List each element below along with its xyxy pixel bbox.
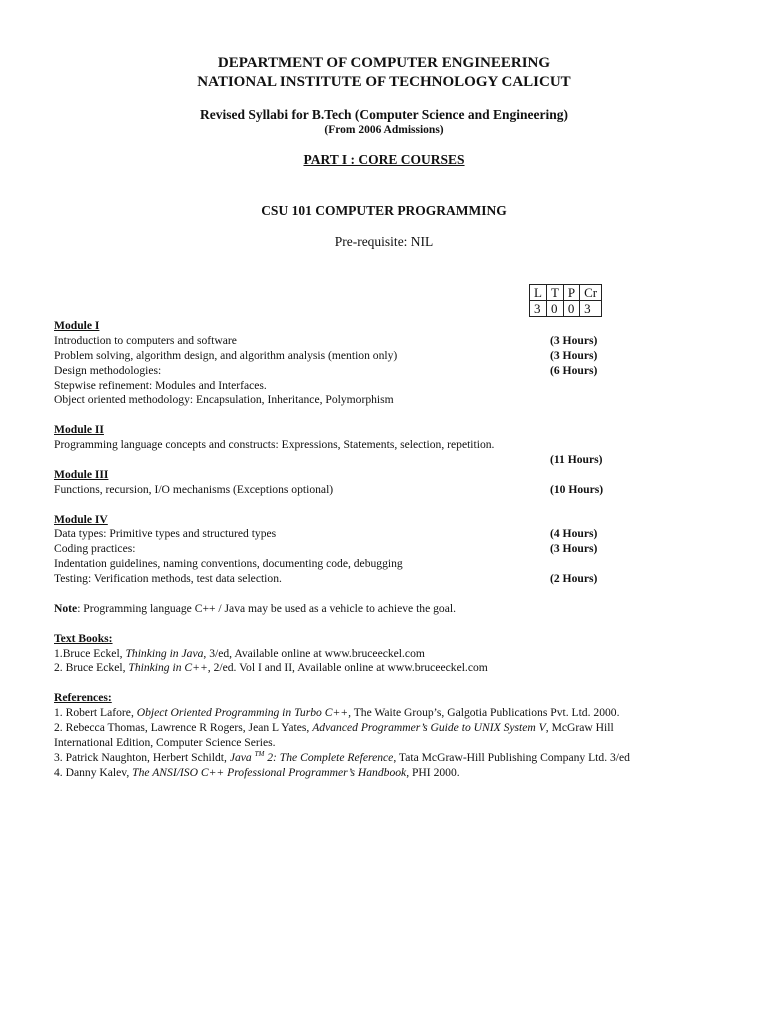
- ltp-header-cell: T: [546, 285, 563, 301]
- module-4-topic: [54, 542, 734, 557]
- module-4-topic: [54, 572, 734, 587]
- ltp-header-cell: Cr: [580, 285, 602, 301]
- topic-text: Functions, recursion, I/O mechanisms (Exceptions optional): [54, 482, 334, 496]
- reference-details: International Edition, Computer Science Series.: [54, 735, 276, 749]
- topic-text: Stepwise refinement: Modules and Interfaces.: [54, 378, 267, 392]
- topic-text: Object oriented methodology: Encapsulation, Inheritance, Polymorphism: [54, 393, 394, 407]
- textbook-details: 2/ed. Vol I and II, Available online at www.bruceeckel.com: [210, 661, 488, 675]
- reference-details: The Waite Group’s, Galgotia Publications Pvt. Ltd. 2000.: [351, 706, 620, 720]
- reference-title: 2: The Complete Reference: [264, 750, 394, 764]
- topic-hours: (10 Hours): [550, 482, 604, 496]
- reference-author: 4. Danny Kalev,: [54, 765, 133, 779]
- module-1-topic: [54, 379, 734, 394]
- module-1-topic: [54, 349, 734, 364]
- institute-heading: NATIONAL INSTITUTE OF TECHNOLOGY CALICUT: [197, 74, 571, 90]
- note-paragraph: [54, 602, 734, 617]
- topic-hours: (3 Hours): [550, 348, 598, 362]
- course-title: CSU 101 COMPUTER PROGRAMMING: [261, 203, 507, 218]
- ltp-header-cell: L: [530, 285, 547, 301]
- ltp-header-row: [530, 285, 602, 301]
- reference-title: Advanced Programmer’s Guide to UNIX System V: [312, 721, 546, 735]
- reference-author: 1. Robert Lafore,: [54, 706, 137, 720]
- revised-syllabi-heading: Revised Syllabi for B.Tech (Computer Science and Engineering): [199, 107, 568, 122]
- note-text: : Programming language C++ / Java may be used as a vehicle to achieve the goal.: [77, 601, 456, 615]
- ltp-credit-table: [529, 284, 602, 317]
- trademark-mark: TM: [254, 749, 265, 758]
- topic-text: Testing: Verification methods, test data selection.: [54, 572, 282, 586]
- module-1-title: Module I: [54, 319, 100, 332]
- topic-hours: (4 Hours): [550, 527, 598, 541]
- topic-text: Programming language concepts and constructs: Expressions, Statements, selection, repetition.: [54, 438, 495, 452]
- ltp-header-cell: P: [563, 285, 579, 301]
- topic-hours: (3 Hours): [550, 542, 598, 556]
- topic-text: Design methodologies:: [54, 363, 162, 377]
- topic-text: Coding practices:: [54, 542, 136, 556]
- reference-details: , Tata McGraw-Hill Publishing Company Ltd. 3/ed: [393, 750, 630, 764]
- textbook-details: , 3/ed, Available online at www.bruceeckel.com: [203, 646, 425, 660]
- topic-hours: (3 Hours): [550, 333, 598, 347]
- reference-title: The ANSI/ISO C++ Professional Programmer’s Handbook: [132, 765, 407, 779]
- module-1-topic: [54, 393, 734, 408]
- textbook-author: 2. Bruce Eckel,: [54, 661, 129, 675]
- module-1-topic: [54, 364, 734, 379]
- ltp-value-cell: 3: [530, 301, 547, 317]
- reference-author: 3. Patrick Naughton, Herbert Schildt,: [54, 750, 230, 764]
- syllabus-body: [54, 319, 734, 781]
- topic-text: Data types: Primitive types and structured types: [54, 527, 277, 541]
- textbook-item: [54, 647, 734, 662]
- module-2-topic: [54, 453, 734, 468]
- reference-item: [54, 721, 734, 736]
- reference-item: [54, 766, 734, 781]
- textbook-author: 1.Bruce Eckel,: [54, 646, 126, 660]
- topic-hours: (11 Hours): [550, 453, 603, 467]
- module-4-title: Module IV: [54, 512, 108, 526]
- textbook-title: Thinking in C++,: [128, 661, 211, 675]
- module-3-topic: [54, 483, 734, 498]
- reference-item: [54, 751, 734, 766]
- admissions-subheading: (From 2006 Admissions): [324, 124, 444, 136]
- ltp-value-cell: 3: [580, 301, 602, 317]
- department-heading: DEPARTMENT OF COMPUTER ENGINEERING: [217, 55, 551, 71]
- module-3-title: Module III: [54, 467, 109, 481]
- reference-details: , McGraw Hill: [545, 721, 614, 735]
- topic-text: Indentation guidelines, naming conventions, documenting code, debugging: [54, 557, 403, 571]
- reference-item-continued: [54, 736, 734, 751]
- textbook-item: [54, 661, 734, 676]
- ltp-value-cell: 0: [546, 301, 563, 317]
- textbook-title: Thinking in Java: [125, 646, 204, 660]
- ltp-value-cell: 0: [563, 301, 579, 317]
- ltp-value-row: [530, 301, 602, 317]
- references-title: References:: [54, 691, 112, 705]
- textbooks-title: Text Books:: [54, 631, 113, 645]
- note-label: Note: [54, 601, 78, 615]
- topic-hours: (6 Hours): [550, 363, 598, 377]
- module-2-topic: [54, 438, 734, 453]
- module-2-title: Module II: [54, 423, 104, 437]
- topic-hours: (2 Hours): [550, 572, 598, 586]
- reference-title: Object Oriented Programming in Turbo C++,: [136, 706, 351, 720]
- part-heading-text: PART I : CORE COURSES: [303, 152, 465, 167]
- topic-text: Problem solving, algorithm design, and algorithm analysis (mention only): [54, 348, 398, 362]
- reference-title: Java: [229, 750, 255, 764]
- module-1-topic: [54, 334, 734, 349]
- topic-text: Introduction to computers and software: [54, 333, 237, 347]
- module-4-topic: [54, 557, 734, 572]
- reference-item: [54, 706, 734, 721]
- reference-details: , PHI 2000.: [406, 765, 460, 779]
- part-heading: [0, 152, 768, 168]
- prerequisite: Pre-requisite: NIL: [334, 234, 434, 249]
- module-4-topic: [54, 527, 734, 542]
- reference-author: 2. Rebecca Thomas, Lawrence R Rogers, Jean L Yates,: [54, 721, 313, 735]
